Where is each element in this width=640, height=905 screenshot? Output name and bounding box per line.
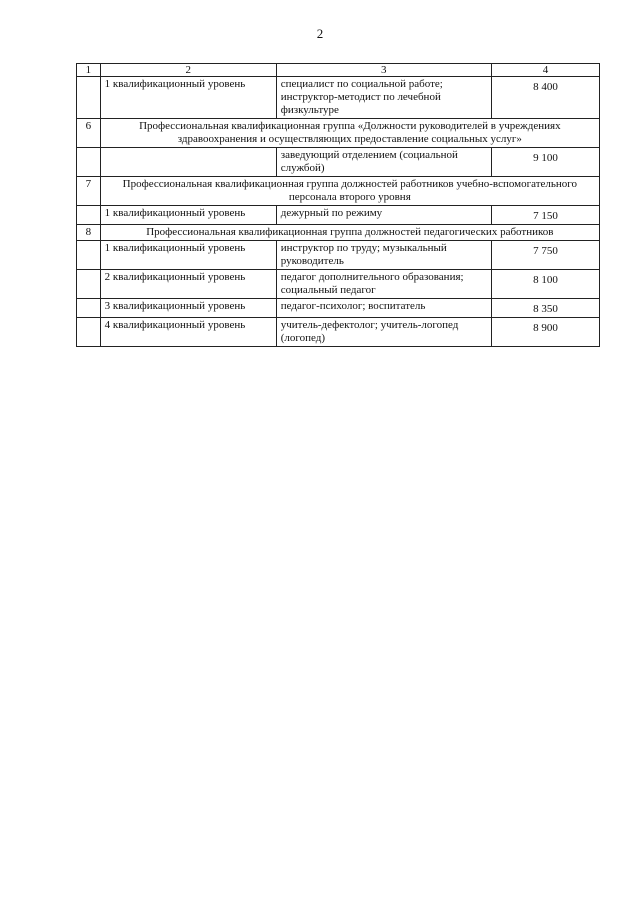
group-title: Профессиональная квалификационная группа «Должности руководителей в учреждениях здравоохранения и осуществляющих предоставление социальных услуг»	[100, 119, 599, 148]
table-row	[77, 299, 600, 318]
position-names: инструктор по труду; музыкальный руководитель	[276, 241, 491, 270]
salary-value: 8 100	[491, 270, 599, 299]
group-title: Профессиональная квалификационная группа должностей педагогических работников	[100, 225, 599, 241]
salary-table	[76, 63, 600, 347]
group-title: Профессиональная квалификационная группа должностей работников учебно-вспомогательного персонала второго уровня	[100, 177, 599, 206]
header-col-4: 4	[491, 64, 599, 77]
qualification-level: 1 квалификационный уровень	[100, 241, 276, 270]
table-row	[77, 270, 600, 299]
table-row	[77, 241, 600, 270]
position-names: учитель-дефектолог; учитель-логопед (логопед)	[276, 318, 491, 347]
salary-value: 7 150	[491, 206, 599, 225]
qualification-level	[100, 148, 276, 177]
position-names: педагог дополнительного образования; социальный педагог	[276, 270, 491, 299]
salary-table-body	[77, 64, 600, 347]
qualification-level: 1 квалификационный уровень	[100, 77, 276, 119]
row-number-cell	[77, 270, 101, 299]
table-row	[77, 148, 600, 177]
header-col-2: 2	[100, 64, 276, 77]
qualification-level: 4 квалификационный уровень	[100, 318, 276, 347]
group-row	[77, 225, 600, 241]
qualification-level: 3 квалификационный уровень	[100, 299, 276, 318]
qualification-level: 2 квалификационный уровень	[100, 270, 276, 299]
table-row	[77, 77, 600, 119]
row-number-cell	[77, 77, 101, 119]
group-number: 6	[77, 119, 101, 148]
table-row	[77, 318, 600, 347]
table-header-row	[77, 64, 600, 77]
page-number: 2	[316, 26, 324, 41]
group-number: 8	[77, 225, 101, 241]
position-names: специалист по социальной работе; инструктор-методист по лечебной физкультуре	[276, 77, 491, 119]
group-number: 7	[77, 177, 101, 206]
table-row	[77, 206, 600, 225]
row-number-cell	[77, 206, 101, 225]
row-number-cell	[77, 148, 101, 177]
header-col-1: 1	[77, 64, 101, 77]
salary-value: 8 350	[491, 299, 599, 318]
salary-value: 9 100	[491, 148, 599, 177]
salary-value: 8 900	[491, 318, 599, 347]
position-names: дежурный по режиму	[276, 206, 491, 225]
group-row	[77, 119, 600, 148]
salary-value: 7 750	[491, 241, 599, 270]
row-number-cell	[77, 241, 101, 270]
row-number-cell	[77, 299, 101, 318]
salary-value: 8 400	[491, 77, 599, 119]
row-number-cell	[77, 318, 101, 347]
position-names: педагог-психолог; воспитатель	[276, 299, 491, 318]
qualification-level: 1 квалификационный уровень	[100, 206, 276, 225]
header-col-3: 3	[276, 64, 491, 77]
group-row	[77, 177, 600, 206]
position-names: заведующий отделением (социальной службой)	[276, 148, 491, 177]
